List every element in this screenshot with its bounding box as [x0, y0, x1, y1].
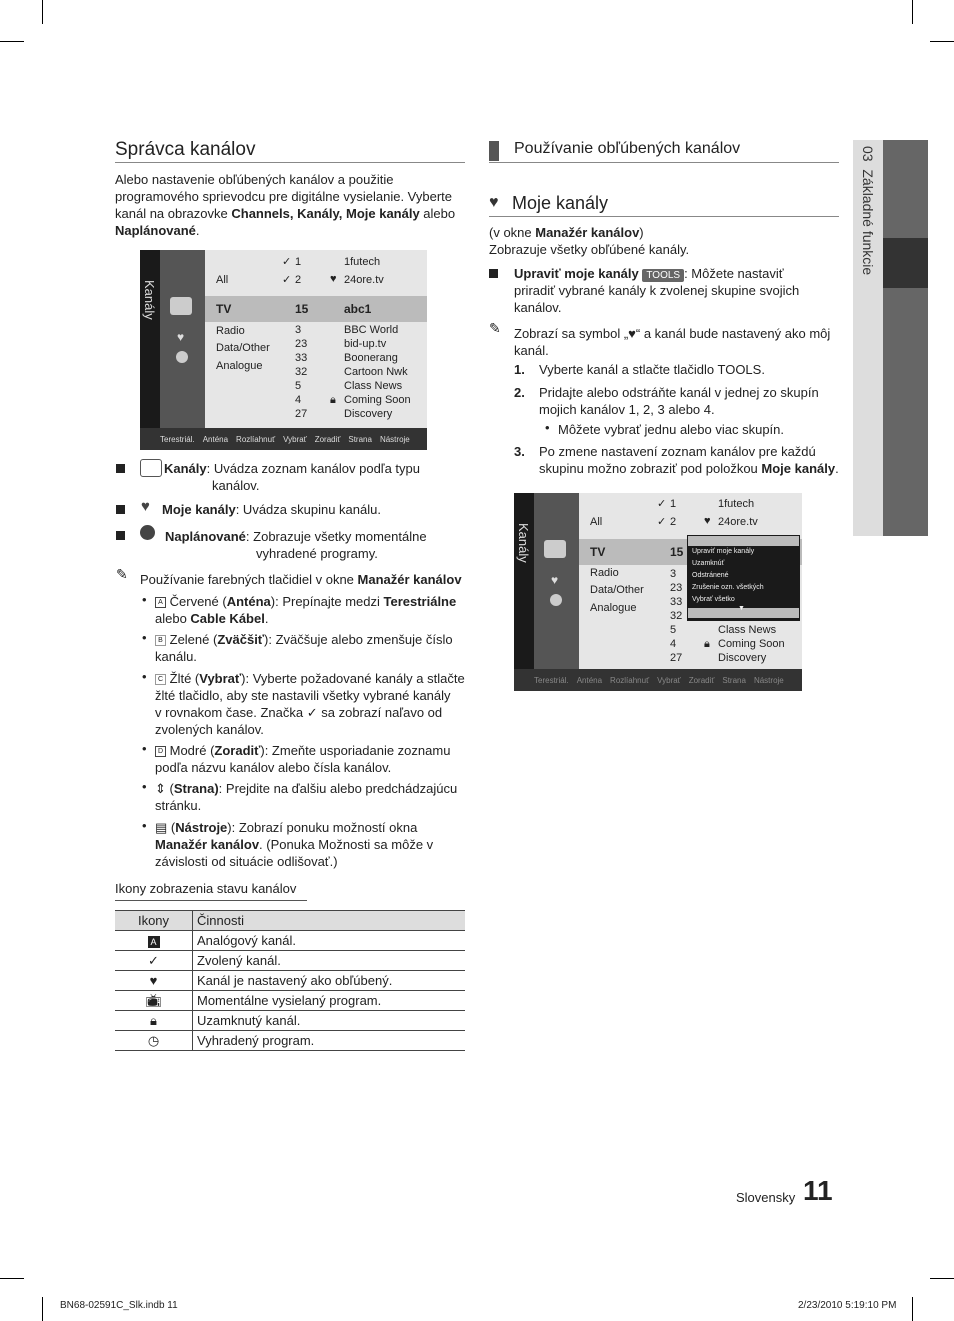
satellite-icon: [544, 540, 566, 558]
channel-manager-screenshot: Kanály ♥ ✓ 1 1futech All ✓ 2 ♥ 24ore.tv TV 15 abc1 Radio Data/Other Analogue 3 BBC World 23 bid-up.tv 33 Boonerang 32 Cartoon Nwk 5 Class News 4 🔒︎ Coming Soon 27 Discovery Terestriál. Anténa Rozlíahnuť Vybrať Zoradiť Strana Nástroje: [140, 250, 427, 450]
menu-item[interactable]: Zrušenie ozn. všetkých: [692, 584, 764, 591]
check-icon: ✓: [657, 498, 667, 510]
section-marker: [489, 141, 499, 161]
list-item: ⇕ (Strana): Prejdite na ďalšiu alebo predchádzajúcu stránku.: [155, 781, 458, 813]
check-icon: ✓: [282, 274, 292, 286]
step-3: 3.: [514, 444, 525, 459]
my-channels-screenshot: Kanály ♥ ✓ 1 1futech All ✓ 2 ♥ 24ore.tv TV 15 Radio Data/Other Analogue 3 23 33 32 5 4 27 Class News 🔒︎ Coming Soon Discovery Upraviť moje kanály Uzamknúť Odstránené Zrušenie ozn. všetkých Vybrať všetko ▼ Terestriál. Anténa Rozlíahnuť Vybrať Zoradiť Strana Nástroje: [514, 493, 802, 691]
a-button-icon: A: [155, 597, 166, 608]
heart-icon: ♥: [628, 326, 636, 341]
list-item: B Zelené (Zväčšiť): Zväčšuje alebo zmenšuje číslo kanálu.: [155, 632, 453, 664]
note-text: Používanie farebných tlačidiel v okne Manažér kanálov: [140, 572, 462, 587]
heart-icon: ♥: [177, 330, 185, 344]
table-row: ◷ Vyhradený program.: [115, 1031, 465, 1051]
check-icon: ✓: [282, 256, 292, 268]
step-3-text: Po zmene nastavení zoznam kanálov pre každú skupinu možno zobraziť pod položkou Moje kanály.: [539, 444, 839, 476]
list-item: Naplánované: Zobrazuje všetky momentálne vyhradené programy.: [165, 529, 427, 561]
lock-icon: 🔒︎: [150, 1012, 157, 1028]
check-icon: ✓: [657, 516, 667, 528]
satellite-icon: [140, 459, 162, 477]
heart-icon: ♥: [330, 273, 337, 285]
tools-menu: [687, 535, 800, 621]
lock-icon: 🔒︎: [330, 394, 336, 406]
clock-icon: [140, 525, 155, 540]
table-title: Ikony zobrazenia stavu kanálov: [115, 881, 297, 896]
table-row: 📺︎ Momentálne vysielaný program.: [115, 991, 465, 1011]
menu-item[interactable]: Uzamknúť: [692, 560, 725, 567]
screen-footer: Terestriál. Anténa Rozlíahnuť Vybrať Zoradiť Strana Nástroje: [514, 669, 802, 691]
chapter-tab-black: [883, 238, 928, 288]
menu-item[interactable]: Upraviť moje kanály: [692, 548, 755, 555]
table-row: 🔒︎ Uzamknutý kanál.: [115, 1011, 465, 1031]
language-label: Slovensky: [736, 1190, 796, 1205]
sub-bullet: Môžete vybrať jednu alebo viac skupín.: [558, 422, 785, 437]
check-icon: ✓: [306, 705, 318, 720]
page-number: 11: [803, 1175, 833, 1206]
list-item: Moje kanály: Uvádza skupinu kanálu.: [162, 502, 381, 517]
screen-side-label: Kanály: [516, 523, 531, 563]
heart-icon: ♥: [141, 498, 150, 515]
tools-icon: ▤: [155, 820, 168, 835]
note-icon: ✎: [489, 320, 501, 336]
file-info: BN68-02591C_Slk.indb 11: [60, 1300, 178, 1311]
step-1-text: Vyberte kanál a stlačte tlačidlo TOOLS.: [539, 362, 765, 377]
satellite-icon: [170, 297, 192, 315]
heart-icon: ♥: [551, 573, 559, 587]
analog-icon: A: [148, 936, 160, 948]
icons-table: Ikony Činnosti A Analógový kanál. ✓ Zvolený kanál. ♥ Kanál je nastavený ako obľúbený. 📺︎ Momentálne vysielaný program. 🔒︎ Uzamknutý kanál. ◷ Vyhradený program.: [115, 910, 465, 1051]
menu-item[interactable]: Odstránené: [692, 572, 729, 579]
list-item: A Červené (Anténa): Prepínajte medzi Terestriálne alebo Cable Kábel.: [155, 594, 457, 626]
heart-icon: ♥: [149, 973, 158, 988]
list-item: D Modré (Zoradiť): Zmeňte usporiadanie zoznamu podľa názvu kanálov alebo čísla kanálov.: [155, 743, 451, 775]
heart-icon: ♥: [489, 194, 499, 211]
tools-badge: TOOLS: [642, 269, 684, 282]
intro-text: (v okne Manažér kanálov) Zobrazuje všetky obľúbené kanály.: [489, 225, 690, 257]
note-text: Zobrazí sa symbol „♥“ a kanál bude nastavený ako môj kanál.: [514, 326, 831, 358]
step-2-text: Pridajte alebo odstráňte kanál v jednej zo skupín mojich kanálov 1, 2, 3 alebo 4.: [539, 385, 819, 417]
list-item: ▤ (Nástroje): Zobrazí ponuku možností okna Manažér kanálov. (Ponuka Možnosti sa môže v závislosti od situácie odlišovať.): [155, 820, 434, 869]
table-row: ♥ Kanál je nastavený ako obľúbený.: [115, 971, 465, 991]
section-title: Používanie obľúbených kanálov: [514, 140, 741, 157]
print-date: 2/23/2010 5:19:10 PM: [798, 1300, 897, 1311]
page-title: Správca kanálov: [115, 139, 256, 160]
clock-icon: ◷: [147, 1032, 160, 1048]
clock-icon: [550, 594, 562, 606]
list-item: Upraviť moje kanály TOOLS : Môžete nastaviť priradiť vybrané kanály k zvolenej skupine svojich kanálov.: [514, 266, 800, 315]
chevron-down-icon: ▼: [738, 605, 745, 612]
up-down-icon: ⇕: [155, 781, 166, 796]
screen-side-label: Kanály: [142, 280, 157, 320]
lock-icon: 🔒︎: [704, 638, 710, 650]
chapter-tab-dark: [883, 140, 928, 536]
note-icon: ✎: [116, 566, 128, 582]
heart-icon: ♥: [704, 515, 711, 527]
table-row: A Analógový kanál.: [115, 931, 465, 951]
intro-text: Alebo nastavenie obľúbených kanálov a použitie programového sprievodcu pre digitálne vysielanie. Vyberte kanál na obrazovke Channels, Kanály, Moje kanály alebo Naplánované.: [115, 172, 456, 238]
d-button-icon: D: [155, 746, 166, 757]
chapter-label: 03 Základné funkcie: [860, 146, 876, 276]
b-button-icon: B: [155, 635, 166, 646]
menu-item[interactable]: Vybrať všetko: [692, 596, 735, 603]
step-1: 1.: [514, 362, 525, 377]
step-2: 2.: [514, 385, 525, 400]
clock-icon: [176, 351, 188, 363]
screen-footer: Terestriál. Anténa Rozlíahnuť Vybrať Zoradiť Strana Nástroje: [140, 428, 427, 450]
tv-icon: 📺︎: [145, 992, 162, 1008]
check-icon: ✓: [148, 952, 159, 968]
list-item: Kanály: Uvádza zoznam kanálov podľa typu kanálov.: [164, 461, 420, 493]
list-item: C Žlté (Vybrať): Vyberte požadované kanály a stlačte žlté tlačidlo, aby ste nastavili všetky vybrané kanály v rovnakom čase. Značka ✓ sa zobrazí naľavo od zvolených kanálov.: [155, 671, 465, 737]
c-button-icon: C: [155, 674, 166, 685]
table-row: ✓ Zvolený kanál.: [115, 951, 465, 971]
subsection-title: Moje kanály: [512, 193, 609, 213]
